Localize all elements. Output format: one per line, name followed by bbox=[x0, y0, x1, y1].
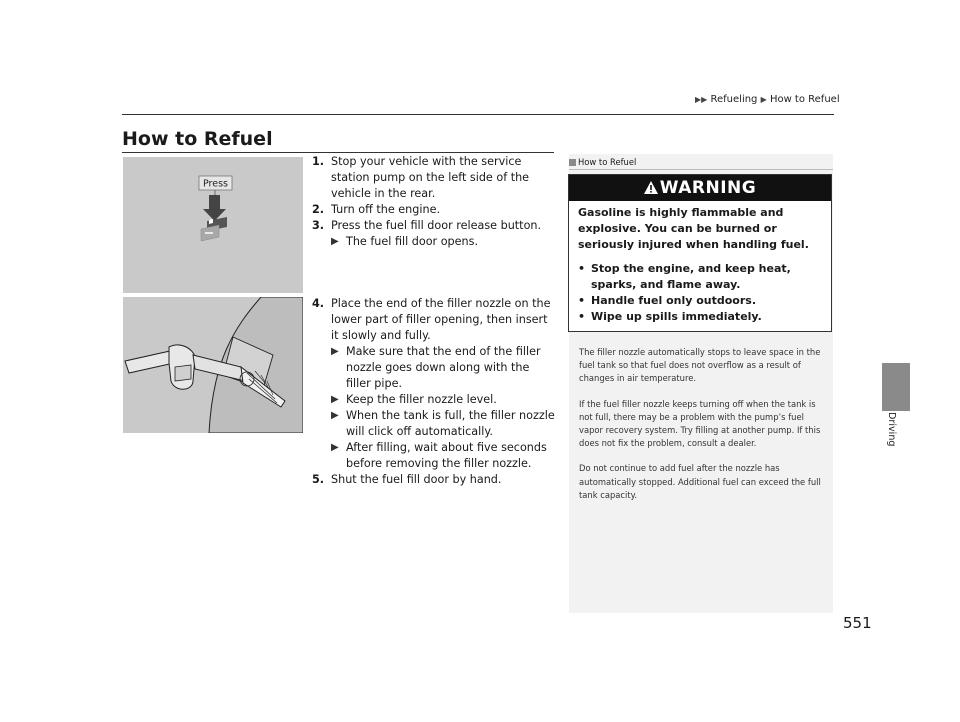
step-result bbox=[331, 234, 557, 250]
title-divider bbox=[122, 152, 554, 153]
step-substep bbox=[331, 408, 557, 440]
step-item bbox=[312, 472, 557, 488]
step-substep-text: When the tank is full, the filler nozzle will click off automatically. bbox=[346, 409, 555, 438]
step-substep bbox=[331, 440, 557, 472]
chapter-tab[interactable] bbox=[882, 363, 910, 411]
result-arrow-icon: ▶ bbox=[331, 236, 339, 247]
warning-title: WARNING bbox=[659, 178, 757, 198]
step-result-text: The fuel fill door opens. bbox=[346, 235, 479, 248]
note-paragraph: The filler nozzle automatically stops to leave space in the fuel tank so that fuel does not overflow as a result of changes in air temperature. bbox=[579, 347, 821, 384]
step-text: Turn off the engine. bbox=[331, 203, 441, 216]
instruction-steps bbox=[312, 154, 557, 488]
step-text: Stop your vehicle with the service station pump on the left side of the vehicle in the rear. bbox=[331, 155, 530, 200]
side-note-divider bbox=[569, 169, 833, 170]
step-number: 2. bbox=[312, 203, 325, 216]
breadcrumb-current: How to Refuel bbox=[769, 94, 840, 105]
note-paragraph: Do not continue to add fuel after the nozzle has automatically stopped. Additional fuel can exceed the full tank capacity. bbox=[579, 463, 821, 500]
note-paragraph: If the fuel filler nozzle keeps turning off when the tank is not full, there may be a problem with the pump’s fuel vapor recovery system. Try filling at another pump. If this does not fix the problem, consult a dealer. bbox=[579, 398, 821, 449]
breadcrumb-arrow-icon: ▶▶ bbox=[695, 95, 708, 104]
step-substep-text: After filling, wait about five seconds before removing the filler nozzle. bbox=[346, 441, 547, 470]
breadcrumb-parent[interactable]: Refueling bbox=[710, 94, 758, 105]
step-text: Press the fuel fill door release button. bbox=[331, 219, 542, 232]
release-button-figure bbox=[123, 157, 303, 293]
step-text: Shut the fuel fill door by hand. bbox=[331, 473, 502, 486]
warning-body bbox=[578, 205, 824, 325]
header-divider bbox=[122, 114, 834, 115]
step-number: 1. bbox=[312, 155, 325, 168]
warning-intro: Gasoline is highly flammable and explosive. You can be burned or seriously injured when handling fuel. bbox=[578, 206, 809, 251]
section-title: How to Refuel bbox=[122, 128, 273, 150]
step-item bbox=[312, 296, 557, 472]
side-note-text bbox=[579, 346, 825, 514]
breadcrumb bbox=[695, 94, 840, 105]
reference-marker-icon bbox=[569, 159, 576, 166]
step-substep-text: Make sure that the end of the filler nozzle goes down along with the filler pipe. bbox=[346, 345, 541, 390]
warning-list bbox=[578, 261, 824, 325]
warning-item: • Handle fuel only outdoors. bbox=[578, 293, 824, 309]
step-substep-text: Keep the filler nozzle level. bbox=[346, 393, 497, 406]
side-note-heading bbox=[569, 157, 833, 167]
chapter-tab-label bbox=[879, 412, 909, 472]
step-item bbox=[312, 202, 557, 218]
breadcrumb-arrow-icon: ▶ bbox=[760, 95, 767, 104]
result-arrow-icon: ▶ bbox=[331, 410, 339, 421]
warning-header bbox=[569, 175, 831, 201]
step-number: 4. bbox=[312, 297, 325, 310]
warning-item: • Stop the engine, and keep heat, sparks, and flame away. bbox=[578, 261, 824, 293]
result-arrow-icon: ▶ bbox=[331, 442, 339, 453]
result-arrow-icon: ▶ bbox=[331, 346, 339, 357]
filler-nozzle-illustration bbox=[123, 297, 303, 433]
step-item bbox=[312, 154, 557, 202]
warning-box bbox=[568, 174, 832, 332]
press-callout-label: Press bbox=[202, 178, 229, 190]
result-arrow-icon: ▶ bbox=[331, 394, 339, 405]
warning-triangle-icon bbox=[644, 181, 658, 194]
side-note-heading-text: How to Refuel bbox=[578, 157, 637, 167]
release-button-illustration bbox=[123, 157, 303, 293]
step-number: 5. bbox=[312, 473, 325, 486]
step-text: Place the end of the filler nozzle on the lower part of filler opening, then insert it slowly and fully. bbox=[331, 297, 551, 342]
chapter-tab-text: Driving bbox=[886, 412, 897, 447]
step-substep bbox=[331, 392, 557, 408]
warning-item: • Wipe up spills immediately. bbox=[578, 309, 824, 325]
filler-nozzle-figure bbox=[123, 297, 303, 433]
step-substep bbox=[331, 344, 557, 392]
page-number: 551 bbox=[843, 614, 872, 632]
step-number: 3. bbox=[312, 219, 325, 232]
step-item bbox=[312, 218, 557, 250]
